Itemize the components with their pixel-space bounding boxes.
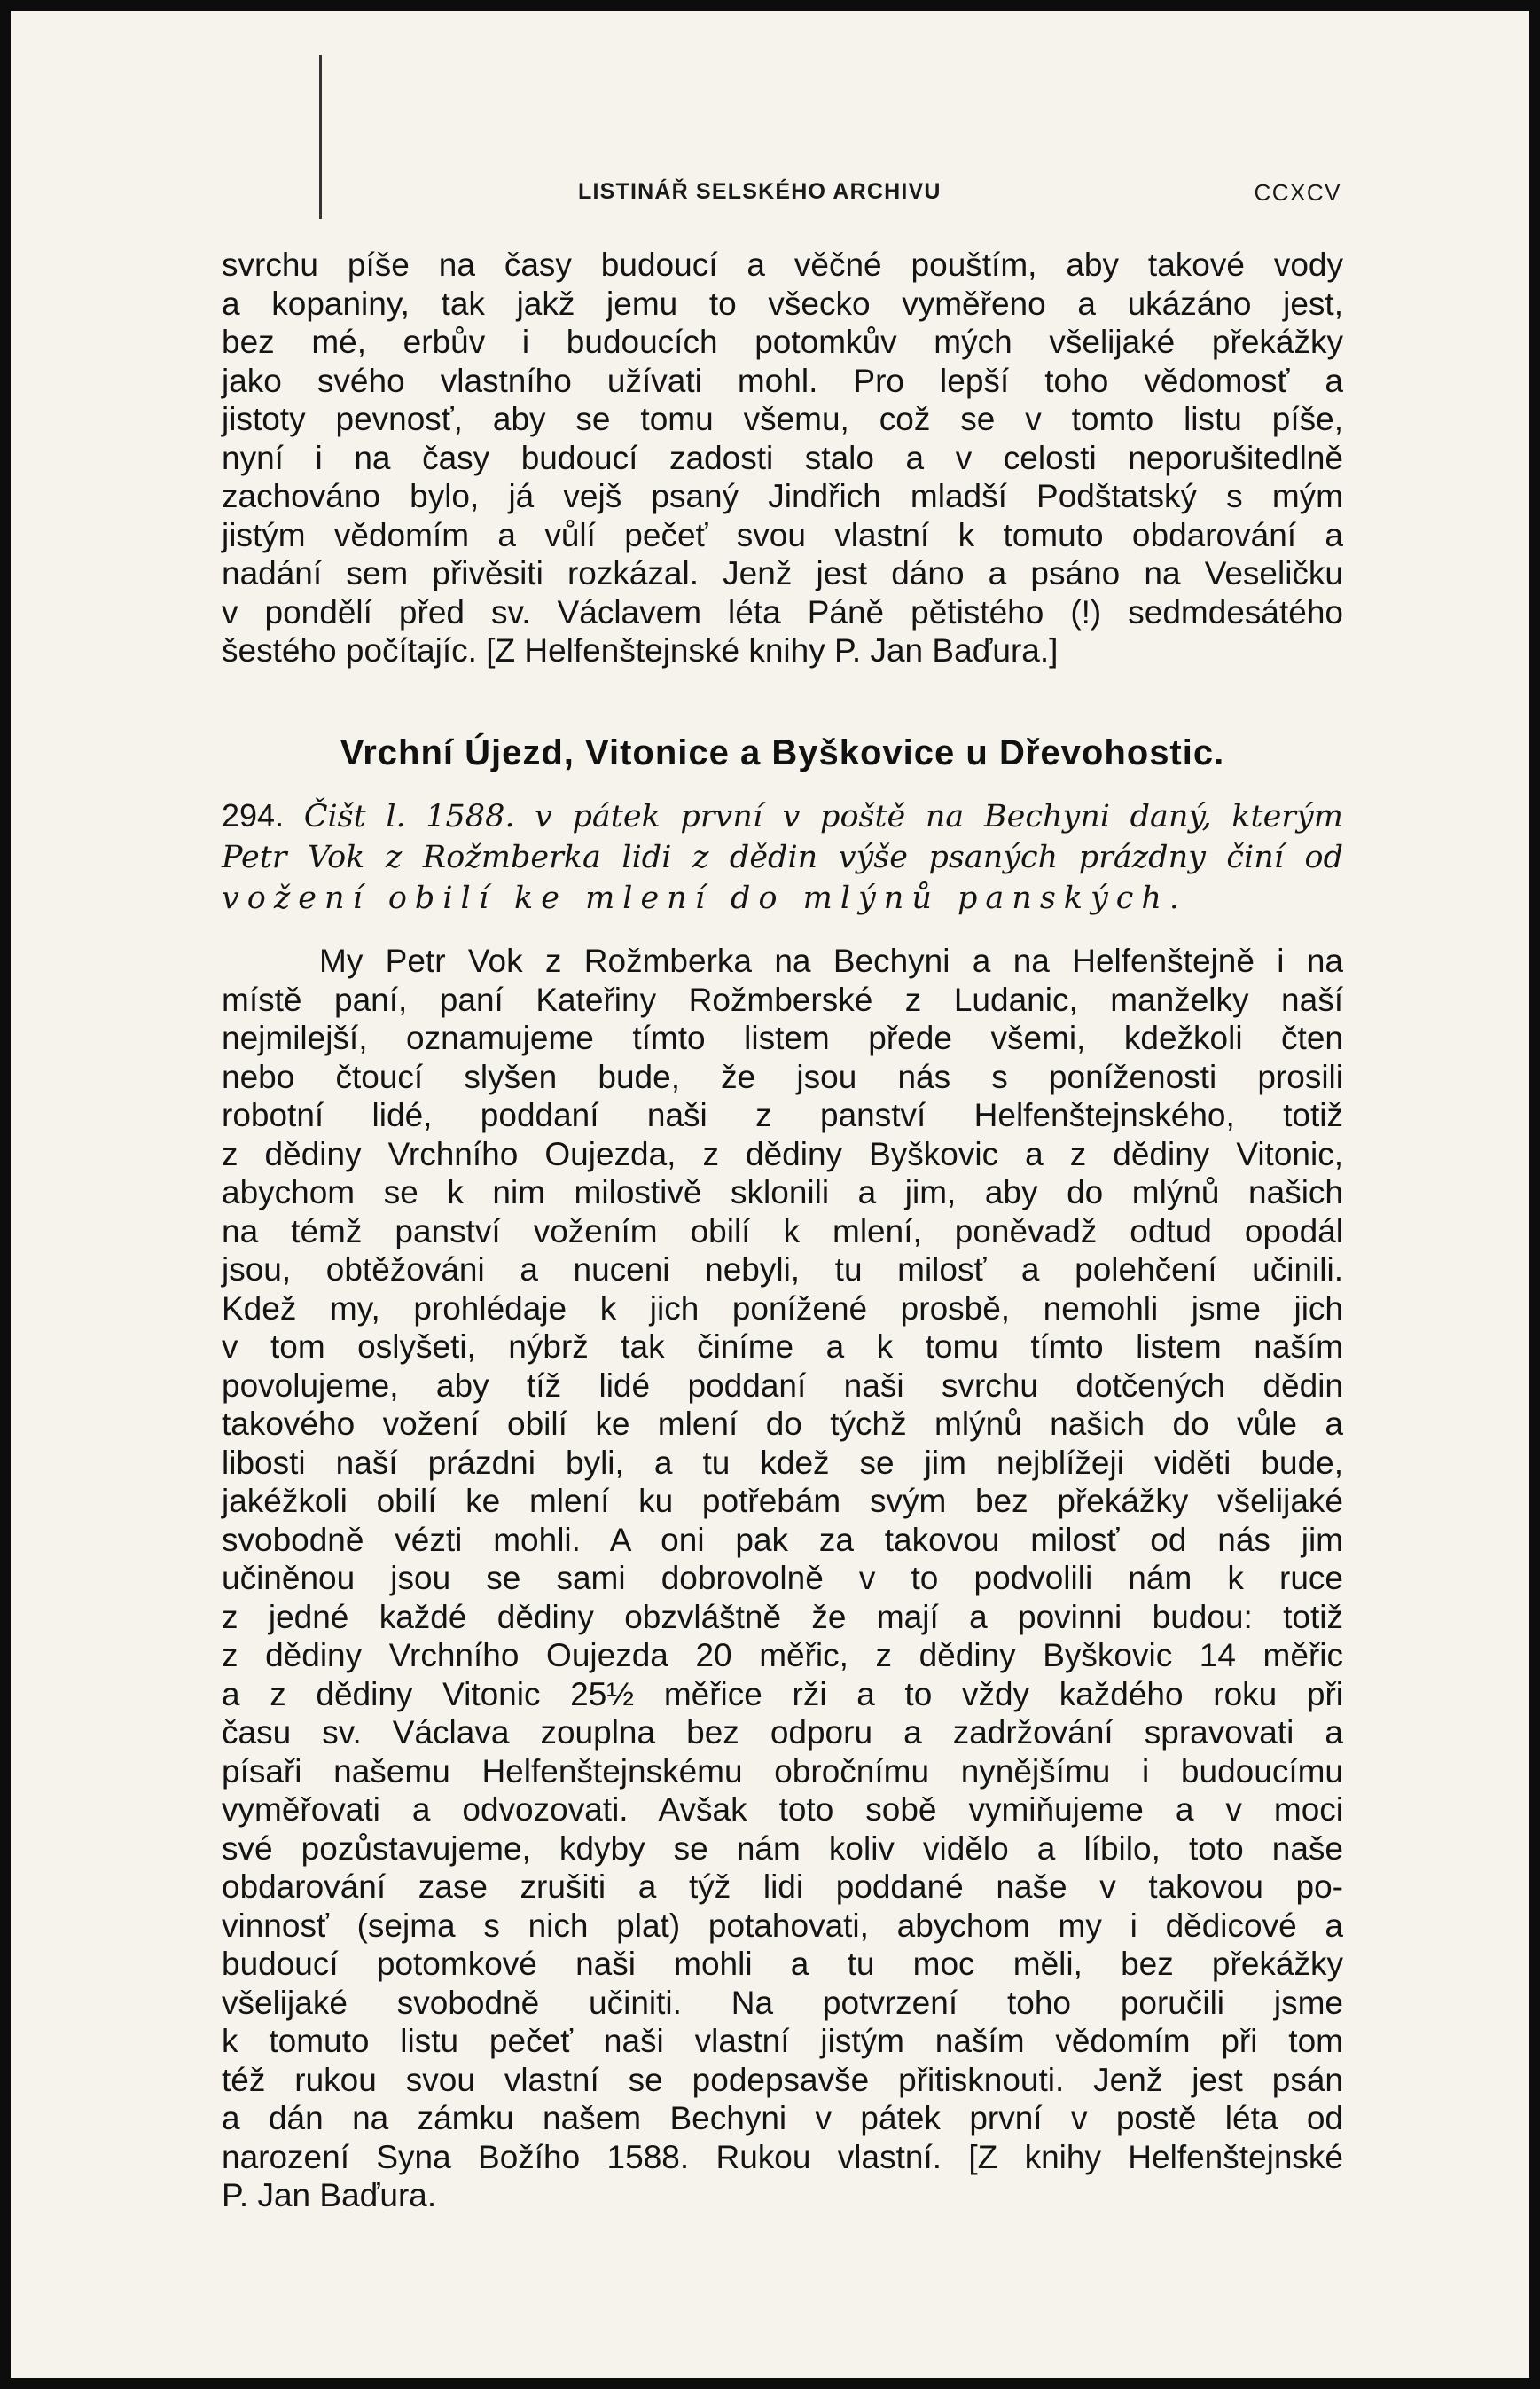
text-line: v pondělí před sv. Václavem léta Páně pětistého (!) sedmdesátého	[222, 593, 1343, 631]
text-line: učiněnou jsou se sami dobrovolně v to podvolili nám k ruce	[222, 1560, 1343, 1596]
text-line: a dán na zámku našem Bechyni v pátek první v postě léta od	[222, 2100, 1343, 2136]
document-text	[222, 942, 1343, 2215]
text-line: jistoty pevnosť, aby se tomu všemu, což se v tomto listu píše,	[222, 401, 1343, 437]
text-line: v tom oslyšeti, nýbrž tak činíme a k tomu tímto listem naším	[222, 1328, 1343, 1365]
text-line: jakéžkoli obilí ke mlení ku potřebám svým bez překážky všelijaké	[222, 1483, 1343, 1519]
text-line: písaři našemu Helfenštejnskému obročnímu nynějšímu i budoucímu	[222, 1752, 1343, 1790]
text-line: své pozůstavujeme, kdyby se nám koliv vidělo a líbilo, toto naše	[222, 1829, 1343, 1867]
text-line: nyní i na časy budoucí zadosti stalo a v celosti neporušitedlně	[222, 439, 1343, 476]
text-line: z dědiny Vrchního Oujezda 20 měřic, z dědiny Byškovic 14 měřic	[222, 1637, 1343, 1673]
text-line: nadání sem přivěsiti rozkázal. Jenž jest dáno a psáno na Veseličku	[222, 555, 1343, 591]
paragraph-continued	[222, 246, 1343, 670]
regest-line: vožení obilí ke mlení do mlýnů panských.	[222, 881, 1188, 916]
text-line: jako svého vlastního užívati mohl. Pro lepší toho vědomosť a	[222, 362, 1343, 399]
text-line: Kdež my, prohlédaje k jich ponížené prosbě, nemohli jsme jich	[222, 1289, 1343, 1327]
text-line: nejmilejší, oznamujeme tímto listem přede všemi, kdežkoli čten	[222, 1020, 1343, 1056]
text-line: zachováno bylo, já vejš psaný Jindřich mladší Podštatský s mým	[222, 478, 1343, 514]
text-line: povolujeme, aby tíž lidé poddaní naši svrchu dotčených dědin	[222, 1367, 1343, 1404]
running-header	[578, 179, 1341, 215]
document-regest	[222, 795, 1343, 919]
text-line: budoucí potomkové naši mohli a tu moc měli, bez překážky	[222, 1946, 1343, 1982]
text-line: svobodně vézti mohli. A oni pak za takovou milosť od nás jim	[222, 1521, 1343, 1558]
text-line: z dědiny Vrchního Oujezda, z dědiny Byškovic a z dědiny Vitonic,	[222, 1135, 1343, 1172]
text-line: vinnosť (sejma s nich plat) potahovati, abychom my i dědicové a	[222, 1907, 1343, 1944]
text-line: vyměřovati a odvozovati. Avšak toto sobě vymiňujeme a v moci	[222, 1791, 1343, 1828]
text-line: bez mé, erbův i budoucích potomkův mých všelijaké překážky	[222, 324, 1343, 360]
text-line: z jedné každé dědiny obzvláštně že mají a povinni budou: totiž	[222, 1598, 1343, 1635]
text-line: šestého počítajíc. [Z Helfenštejnské knihy P. Jan Baďura.]	[222, 632, 1059, 669]
regest-line	[222, 795, 1343, 837]
text-line: nebo čtoucí slyšen bude, že jsou nás s poníženosti prosili	[222, 1058, 1343, 1095]
document-number: 294.	[222, 797, 285, 834]
text-line: takového vožení obilí ke mlení do týchž mlýnů našich do vůle a	[222, 1406, 1343, 1442]
text-line: jistým vědomím a vůlí pečeť svou vlastní k tomuto obdarování a	[222, 516, 1343, 553]
text-line: na témž panství vožením obilí k mlení, poněvadž odtud opodál	[222, 1212, 1343, 1249]
text-line: libosti naší prázdni byli, a tu kdež se jim nejblížeji viděti bude,	[222, 1444, 1343, 1481]
text-line: též rukou svou vlastní se podepsavše přitisknouti. Jenž jest psán	[222, 2061, 1343, 2098]
text-line: P. Jan Baďura.	[222, 2177, 437, 2213]
text-line: a kopaniny, tak jakž jemu to všecko vyměřeno a ukázáno jest,	[222, 285, 1343, 322]
text-line: všelijaké svobodně učiniti. Na potvrzení toho poručili jsme	[222, 1984, 1343, 2021]
text-line: abychom se k nim milostivě sklonili a jim, aby do mlýnů našich	[222, 1174, 1343, 1210]
regest-line: Petr Vok z Rožmberka lidi z dědin výše psaných prázdny činí od	[222, 840, 1343, 875]
text-line: k tomuto listu pečeť naši vlastní jistým naším vědomím při tom	[222, 2023, 1343, 2059]
text-line: času sv. Václava zouplna bez odporu a zadržování spravovati a	[222, 1714, 1343, 1751]
regest-text: Čišt l. 1588. v pátek první v poště na Bechyni daný, kterým	[303, 799, 1343, 834]
book-page	[11, 11, 1529, 2378]
text-line: svrchu píše na časy budoucí a věčné pouštím, aby takové vody	[222, 247, 1343, 283]
text-line: My Petr Vok z Rožmberka na Bechyni a na Helfenštejně i na	[319, 943, 1343, 979]
section-heading: Vrchní Újezd, Vitonice a Byškovice u Dřevohostic.	[340, 733, 1225, 772]
page-number: CCXCV	[1254, 179, 1341, 206]
text-line: a z dědiny Vitonic 25½ měřice rži a to vždy každého roku při	[222, 1675, 1343, 1712]
margin-rule	[319, 55, 322, 219]
text-line: narození Syna Božího 1588. Rukou vlastní. [Z knihy Helfenštejnské	[222, 2138, 1343, 2175]
text-line: obdarování zase zrušiti a týž lidi poddané naše v takovou po-	[222, 1868, 1343, 1905]
text-line: jsou, obtěžováni a nuceni nebyli, tu milosť a polehčení učinili.	[222, 1251, 1343, 1288]
text-line: robotní lidé, poddaní naši z panství Helfenštejnského, totiž	[222, 1097, 1343, 1133]
text-line: místě paní, paní Kateřiny Rožmberské z Ludanic, manželky naší	[222, 981, 1343, 1018]
running-title: LISTINÁŘ SELSKÉHO ARCHIVU	[578, 179, 942, 204]
